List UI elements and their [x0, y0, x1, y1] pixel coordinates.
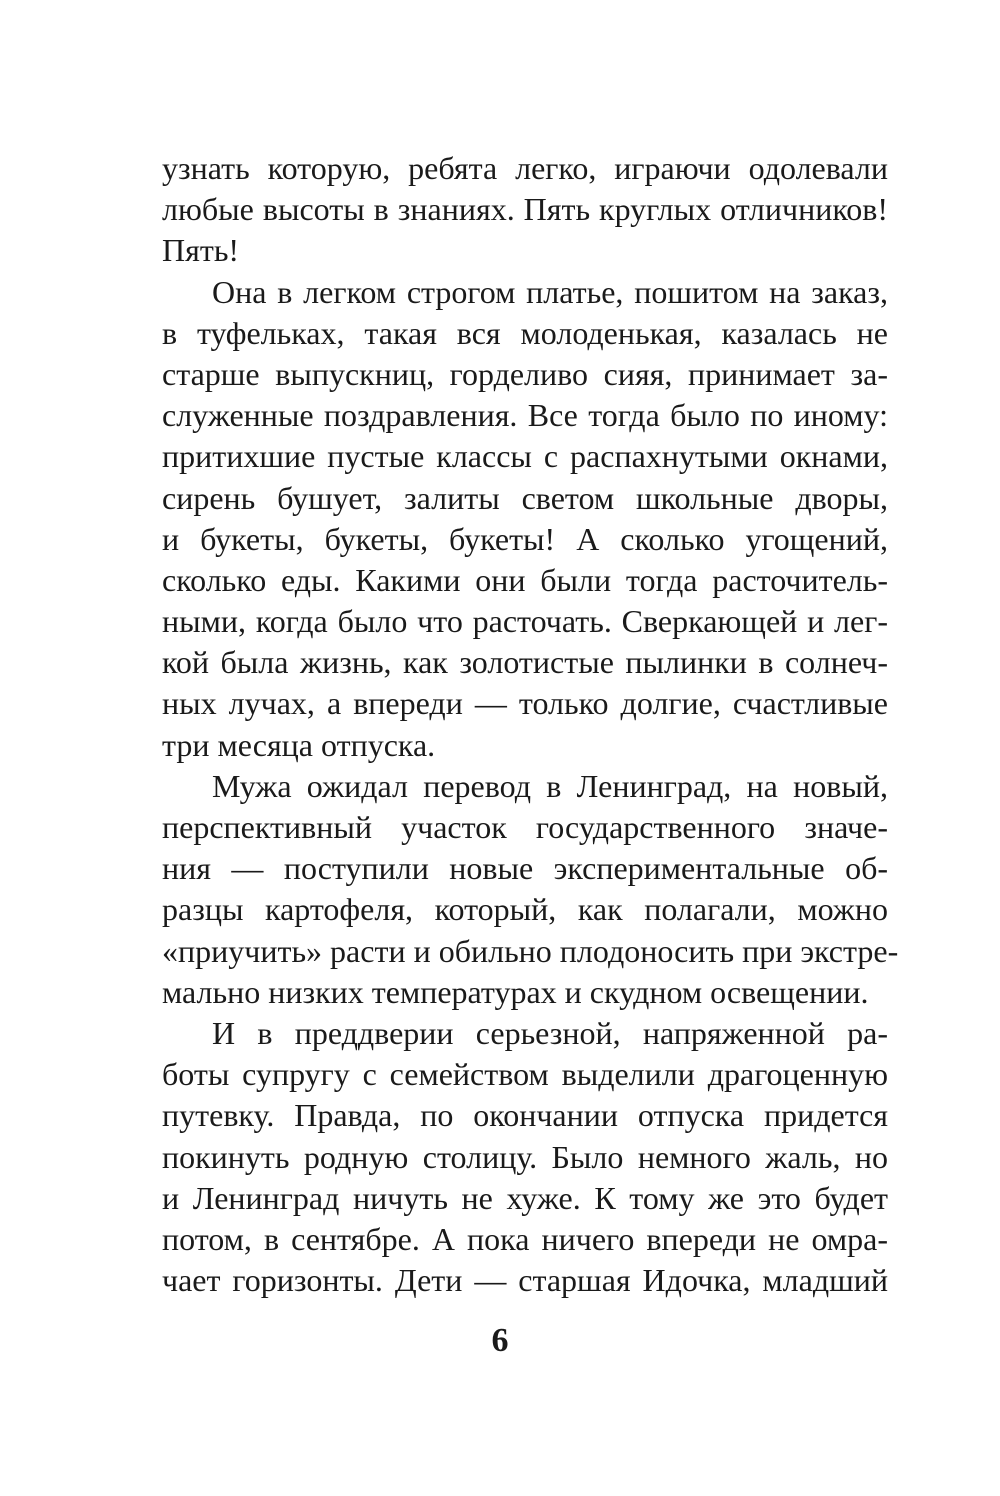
text-line: покинуть родную столицу. Было немного жаль, но	[162, 1138, 888, 1175]
text-line: разцы картофеля, который, как полагали, можно	[162, 891, 888, 928]
text-line: кой была жизнь, как золотистые пылинки в солнеч-	[162, 644, 888, 681]
text-line: Она в легком строгом платье, пошитом на заказ,	[212, 273, 888, 310]
text-line: ных лучах, а впереди — только долгие, счастливые	[162, 685, 888, 722]
text-line: три месяца отпуска.	[162, 726, 436, 763]
text-line: притихшие пустые классы с распахнутыми окнами,	[162, 438, 888, 475]
text-line: потом, в сентябре. А пока ничего впереди не омра-	[162, 1220, 888, 1257]
text-line: и Ленинград ничуть не хуже. К тому же это будет	[162, 1179, 888, 1216]
text-line: перспективный участок государственного значе-	[162, 809, 888, 845]
text-line: чает горизонты. Дети — старшая Идочка, младший	[162, 1262, 888, 1299]
text-line: и букеты, букеты, букеты! А сколько угощений,	[162, 520, 888, 557]
text-line: в туфельках, такая вся молоденькая, казалась не	[162, 314, 888, 351]
paragraph	[162, 1013, 888, 1301]
text-line: путевку. Правда, по окончании отпуска придется	[162, 1097, 888, 1134]
body-text	[162, 148, 899, 1301]
text-line: мально низких температурах и скудном освещении.	[162, 973, 869, 1010]
text-line: «приучить» расти и обильно плодоносить при экстре-	[162, 932, 899, 969]
text-line: старше выпускниц, горделиво сияя, принимает за-	[162, 355, 888, 392]
text-line: любые высоты в знаниях. Пять круглых отличников!	[162, 191, 888, 228]
paragraph	[162, 148, 888, 272]
text-line: узнать которую, ребята легко, играючи одолевали	[162, 150, 888, 186]
text-line: ния — поступили новые экспериментальные об-	[162, 850, 888, 887]
text-line: Пять!	[162, 232, 240, 269]
page-number: 6	[491, 1322, 509, 1359]
text-line: сирень бушует, залиты светом школьные дворы,	[162, 479, 888, 516]
paragraph	[162, 766, 899, 1013]
text-line: ными, когда было что расточать. Сверкающей и лег-	[162, 603, 888, 640]
text-line: сколько еды. Какими они были тогда расточитель-	[162, 561, 888, 598]
text-line: служенные поздравления. Все тогда было по иному:	[162, 397, 888, 434]
text-line: Мужа ожидал перевод в Ленинград, на новый,	[212, 767, 888, 804]
paragraph	[162, 272, 888, 766]
text-line: И в преддверии серьезной, напряженной ра-	[212, 1014, 888, 1051]
text-line: боты супругу с семейством выделили драгоценную	[162, 1056, 888, 1093]
